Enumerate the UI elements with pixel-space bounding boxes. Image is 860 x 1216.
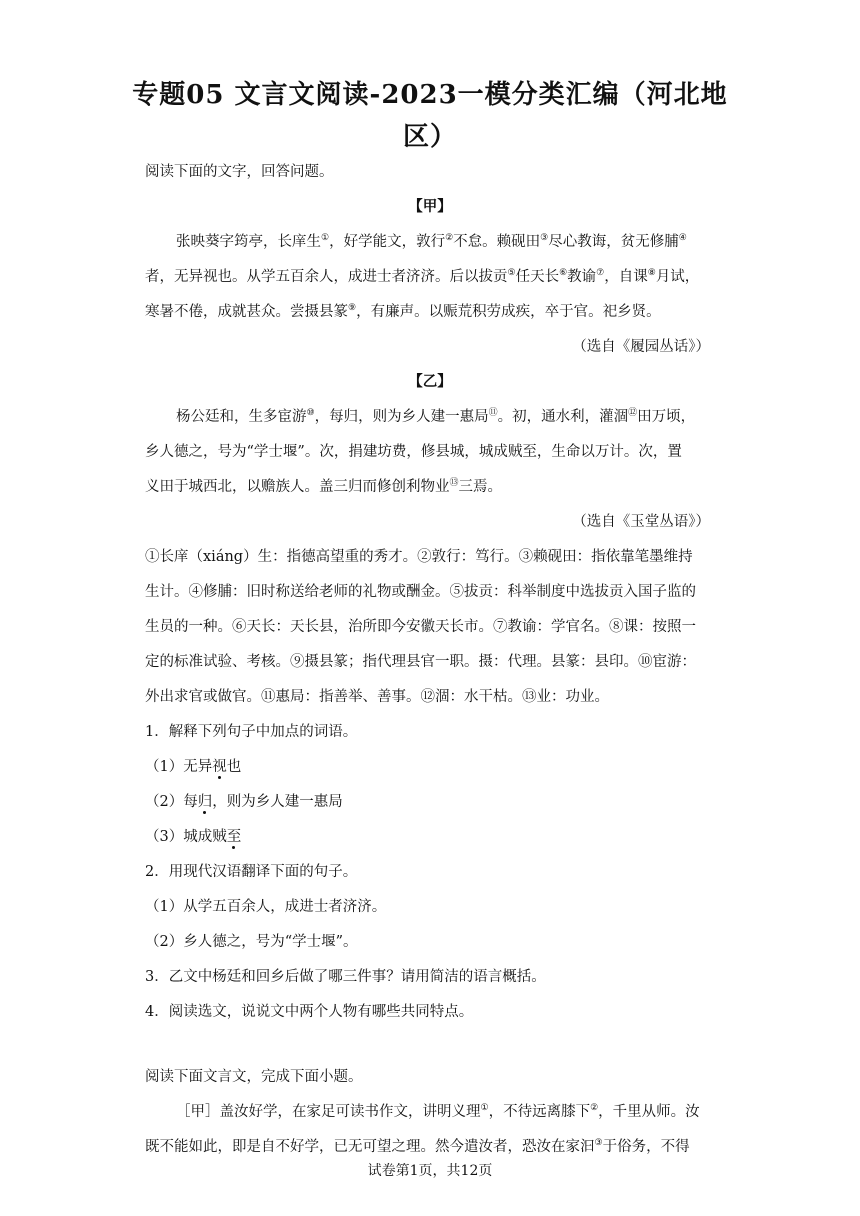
text-run: ，自课 bbox=[604, 269, 648, 285]
page-title-line-2: 区） bbox=[402, 122, 457, 152]
text-run: 教谕 bbox=[567, 269, 597, 285]
item-text: （2）每 bbox=[145, 794, 198, 810]
text-run: 。初，通水利，灌涸 bbox=[497, 409, 629, 425]
text-run: 田万顷， bbox=[637, 409, 696, 425]
dotted-word: 视 bbox=[212, 759, 227, 775]
question-1-item bbox=[145, 826, 740, 848]
footnote-marker: ② bbox=[590, 1103, 599, 1114]
footnote-marker: ③ bbox=[594, 1138, 603, 1149]
passage-yi-line bbox=[145, 441, 740, 463]
footnote-marker: ⑦ bbox=[596, 268, 605, 279]
text-run: ，有廉声。以赈荒积劳成疾，卒于官。祀乡贤。 bbox=[356, 304, 661, 320]
text-run: 义田于城西北，以赡族人。盖三归而修创利物业 bbox=[145, 479, 450, 495]
text-run: ，不待远离膝下 bbox=[488, 1104, 591, 1120]
footnote-marker: ⑩ bbox=[306, 408, 315, 419]
item-text: ，则为乡人建一惠局 bbox=[212, 794, 343, 810]
text-run: 寒暑不倦，成就甚众。尝摄县篆 bbox=[145, 304, 348, 320]
footnote-marker: ⑪ bbox=[488, 408, 498, 419]
item-text: （3）城成贼 bbox=[145, 829, 227, 845]
question-1-item bbox=[145, 791, 740, 813]
text-run: ，好学能文，敦行 bbox=[329, 234, 446, 250]
text-run: 任天长 bbox=[515, 269, 560, 285]
footnote-marker: ⑥ bbox=[559, 268, 568, 279]
text-run: 既不能如此，即是自不好学，已无可望之理。然今遣汝者，恐汝在家汩 bbox=[145, 1139, 595, 1155]
section1-instruction: 阅读下面的文字，回答问题。 bbox=[145, 164, 334, 180]
footnote-marker: ⑧ bbox=[647, 268, 656, 279]
footnote-marker: ⑬ bbox=[449, 478, 459, 489]
footnote-marker: ⑤ bbox=[507, 268, 516, 279]
text-run: 三焉。 bbox=[458, 479, 503, 495]
text-run: 尽心教诲，贫无修脯 bbox=[548, 234, 679, 250]
passage-jia-line bbox=[145, 266, 740, 288]
passage-jia-source: （选自《履园丛话》） bbox=[572, 339, 710, 355]
passage-jia-line bbox=[145, 301, 740, 323]
dotted-word: 至 bbox=[226, 829, 242, 845]
footnote-marker: ③ bbox=[540, 233, 549, 244]
dotted-word: 归 bbox=[197, 794, 213, 810]
text-run: ，千里从师。汝 bbox=[598, 1104, 700, 1120]
item-text: 也 bbox=[226, 759, 242, 775]
question-1-item bbox=[145, 756, 740, 778]
text-run: ，每归，则为乡人建一惠局 bbox=[314, 409, 489, 425]
question-2-item: （1）从学五百余人，成进士者济济。 bbox=[145, 899, 387, 915]
passage-yi-source: （选自《玉堂丛语》） bbox=[572, 514, 710, 530]
footnote-marker: ① bbox=[480, 1103, 489, 1114]
text-run: 杨公廷和，生多宦游 bbox=[176, 409, 307, 425]
page-title-line-1: 专题05 文言文阅读-2023一模分类汇编（河北地 bbox=[132, 80, 728, 110]
footnote-marker: ⑫ bbox=[628, 408, 638, 419]
text-run: 不怠。赖砚田 bbox=[453, 234, 541, 250]
text-run: 于俗务，不得 bbox=[602, 1139, 690, 1155]
passage-yi-label: 【乙】 bbox=[408, 373, 452, 390]
question-1: 1．解释下列句子中加点的词语。 bbox=[145, 724, 358, 740]
notes-line: 生员的一种。⑥天长：天长县，治所即今安徽天长市。⑦教谕：学官名。⑧课：按照一 bbox=[145, 619, 696, 635]
question-2: 2．用现代汉语翻译下面的句子。 bbox=[145, 864, 358, 880]
notes-line: ①长庠（xiáng）生：指德高望重的秀才。②敦行：笃行。③赖砚田：指依靠笔墨维持 bbox=[145, 549, 693, 565]
footnote-marker: ④ bbox=[678, 233, 687, 244]
section2-passage-line bbox=[176, 1101, 740, 1123]
footnote-marker: ⑨ bbox=[348, 303, 357, 314]
notes-line: 生计。④修脯：旧时称送给老师的礼物或酬金。⑤拔贡：科举制度中选拔贡入国子监的 bbox=[145, 584, 696, 600]
section2-instruction: 阅读下面文言文，完成下面小题。 bbox=[145, 1069, 363, 1085]
notes-line: 外出求官或做官。⑪惠局：指善举、善事。⑫涸：水干枯。⑬业：功业。 bbox=[145, 689, 609, 705]
question-4: 4．阅读选文，说说文中两个人物有哪些共同特点。 bbox=[145, 1004, 474, 1020]
text-run: 者，无异视也。从学五百余人，成进士者济济。后以拔贡 bbox=[145, 269, 508, 285]
text-run: ［甲］盖汝好学，在家足可读书作文，讲明义理 bbox=[176, 1104, 481, 1120]
passage-jia-line bbox=[176, 231, 740, 253]
footnote-marker: ① bbox=[321, 233, 330, 244]
question-3: 3．乙文中杨廷和回乡后做了哪三件事？请用简洁的语言概括。 bbox=[145, 969, 546, 985]
section2-passage-line bbox=[145, 1136, 740, 1158]
page-footer: 试卷第1页，共12页 bbox=[367, 1163, 493, 1179]
footnote-marker: ② bbox=[445, 233, 454, 244]
passage-yi-line bbox=[176, 406, 740, 428]
passage-yi-line bbox=[145, 476, 740, 498]
question-2-item: （2）乡人德之，号为“学士堰”。 bbox=[145, 934, 358, 950]
text-run: 乡人德之，号为“学士堰”。次，捐建坊费，修县城，城成贼至，生命以万计。次，置 bbox=[145, 444, 682, 460]
text-run: 月试， bbox=[655, 269, 700, 285]
item-text: （1）无异 bbox=[145, 759, 213, 775]
passage-jia-label: 【甲】 bbox=[408, 198, 452, 215]
text-run: 张映葵字筠亭，长庠生 bbox=[176, 234, 321, 250]
notes-line: 定的标准试验、考核。⑨摄县篆；指代理县官一职。摄：代理。县篆：县印。⑩宦游： bbox=[145, 654, 696, 670]
